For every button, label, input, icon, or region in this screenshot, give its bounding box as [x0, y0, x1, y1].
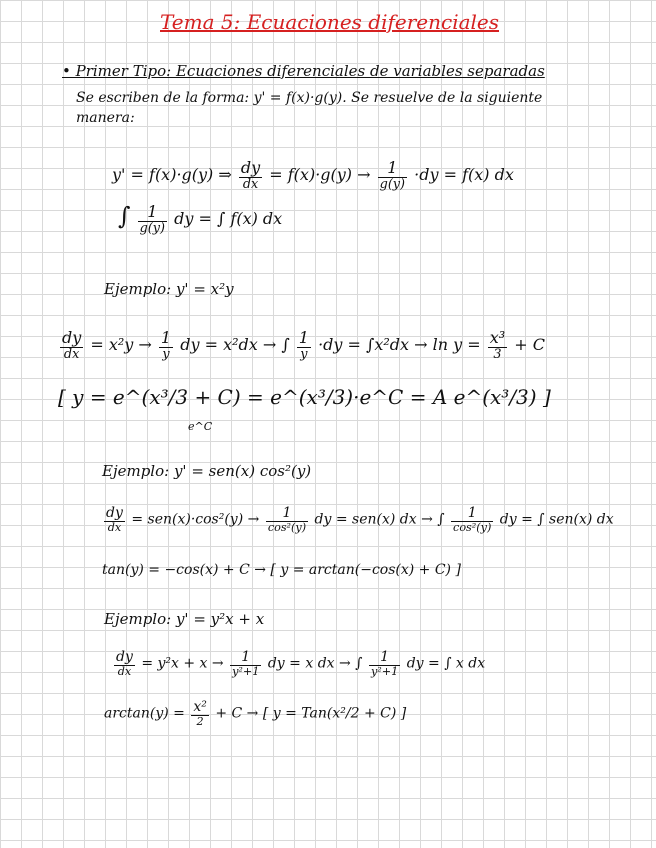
- ex3-fraction-dydx: [114, 650, 135, 677]
- frac-denominator: y: [300, 346, 308, 362]
- method-fraction-integral: [138, 201, 167, 236]
- frac-denominator: cos²(y): [267, 520, 307, 534]
- frac-numerator: 1: [451, 506, 493, 522]
- ex2-text-c: dy = ∫ sen(x) dx: [499, 511, 614, 528]
- integral-sign: ∫: [118, 202, 131, 230]
- frac-numerator: dy: [116, 649, 133, 665]
- frac-numerator: x³: [489, 328, 506, 347]
- method-line-1-c: ·dy = f(x) dx: [414, 165, 514, 185]
- ex3-fraction-y2-b: [369, 650, 400, 677]
- frac-denominator: y²+1: [370, 664, 399, 678]
- ex3-text-a: = y²x + x →: [141, 655, 224, 672]
- frac-denominator: dx: [107, 520, 122, 534]
- example-1-result: [ y = e^(x³/3 + C) = e^(x³/3)·e^C = A e^(x³/3) ]: [58, 385, 551, 409]
- page-title: Tema 5: Ecuaciones diferenciales: [160, 10, 500, 34]
- frac-numerator: dy: [62, 328, 82, 347]
- frac-numerator: dy: [240, 158, 261, 177]
- example-1-note: e^C: [188, 420, 213, 433]
- frac-denominator: dx: [242, 176, 259, 192]
- method-line-2-b: dy = ∫ f(x) dx: [174, 209, 283, 228]
- method-line-1: [112, 160, 514, 191]
- ex3-fraction-y2: [230, 650, 261, 677]
- ex1-text-d: + C: [514, 335, 546, 355]
- frac-denominator: y²+1: [232, 664, 260, 678]
- example-2-label: Ejemplo: y' = sen(x) cos²(y): [102, 462, 312, 480]
- frac-numerator: 1: [230, 650, 261, 666]
- frac-denominator: g(y): [139, 220, 166, 236]
- method-line-1-b: = f(x)·g(y) →: [269, 165, 371, 185]
- ex2-fraction-cos: [266, 506, 308, 533]
- frac-denominator: dx: [63, 346, 80, 362]
- example-1-label: Ejemplo: y' = x²y: [104, 280, 234, 298]
- frac-numerator: 1: [160, 328, 172, 347]
- ex1-text-b: dy = x²dx → ∫: [180, 335, 290, 355]
- frac-numerator: dy: [106, 505, 123, 521]
- frac-numerator: 1: [138, 204, 167, 222]
- intro-line-2: manera:: [76, 110, 135, 126]
- example-3-result: [104, 700, 406, 727]
- ex3-result-a: arctan(y) =: [104, 705, 185, 722]
- ex1-text-a: = x²y →: [90, 335, 157, 355]
- ex3-result-fraction: [191, 700, 209, 727]
- ex2-fraction-dydx: [104, 506, 125, 533]
- ex1-fraction-x3-3: [488, 330, 507, 361]
- frac-denominator: 2: [196, 714, 204, 728]
- frac-numerator: 1: [369, 650, 400, 666]
- ex1-fraction-dydx: [60, 330, 83, 361]
- frac-numerator: x²: [193, 699, 207, 715]
- example-1-line-1: [58, 330, 545, 361]
- frac-numerator: 1: [266, 506, 308, 522]
- frac-numerator: 1: [298, 328, 309, 347]
- method-fraction-1gy: [378, 160, 407, 191]
- ex1-fraction-1y: [159, 330, 173, 361]
- example-3-line-1: [112, 650, 485, 677]
- intro-line-1: Se escriben de la forma: y' = f(x)·g(y). Se resuelve de la siguiente: [76, 90, 543, 106]
- example-2-result: tan(y) = −cos(x) + C → [ y = arctan(−cos(x) + C) ]: [102, 562, 461, 578]
- ex2-text-b: dy = sen(x) dx → ∫: [314, 511, 445, 528]
- method-line-1-a: y' = f(x)·g(y) ⇒: [112, 165, 232, 185]
- ex3-text-b: dy = x dx → ∫: [267, 655, 363, 672]
- ex3-text-c: dy = ∫ x dx: [406, 655, 486, 672]
- frac-numerator: 1: [378, 160, 407, 178]
- example-3-label: Ejemplo: y' = y²x + x: [104, 610, 265, 628]
- example-2-line-1: [102, 506, 614, 533]
- frac-denominator: g(y): [379, 176, 406, 192]
- frac-denominator: y: [162, 346, 170, 362]
- method-fraction-dydx: [239, 160, 262, 191]
- ex1-text-c: ·dy = ∫x²dx → ln y =: [318, 335, 481, 355]
- section-heading: • Primer Tipo: Ecuaciones diferenciales de variables separadas: [62, 62, 545, 80]
- frac-denominator: dx: [117, 664, 132, 678]
- frac-denominator: 3: [493, 346, 502, 362]
- frac-denominator: cos²(y): [453, 520, 492, 534]
- ex1-fraction-1y-b: [297, 330, 311, 361]
- ex2-text-a: = sen(x)·cos²(y) →: [131, 511, 260, 528]
- method-line-2: [118, 202, 282, 235]
- ex3-result-b: + C → [ y = Tan(x²/2 + C) ]: [215, 705, 407, 722]
- ex2-fraction-cos-b: [451, 506, 493, 533]
